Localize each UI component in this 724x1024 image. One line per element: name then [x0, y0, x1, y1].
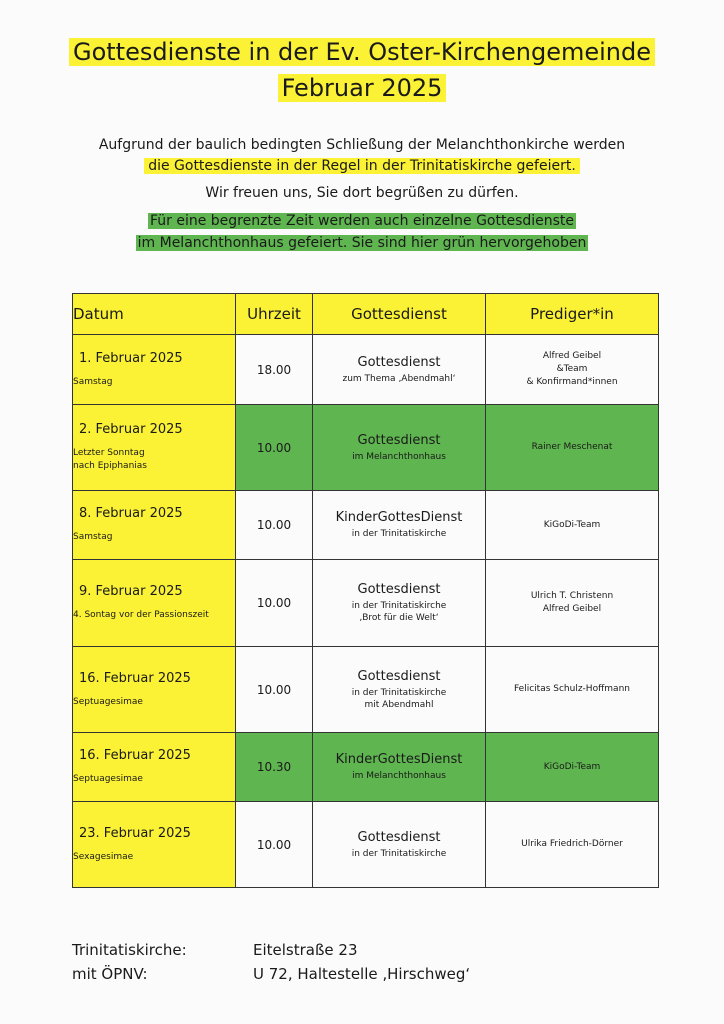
service-detail: im Melanchthonhaus	[352, 451, 446, 462]
service-detail: im Melanchthonhaus	[352, 771, 446, 781]
preacher-name: Felicitas Schulz-Hoffmann	[514, 684, 630, 694]
table-row	[73, 802, 659, 888]
cell-preacher	[486, 491, 659, 560]
intro-line-5: im Melanchthonhaus gefeiert. Sie sind hier grün hervorgehoben	[137, 235, 587, 251]
date-text: 23. Februar 2025	[79, 825, 191, 841]
preacher-name: Ulrich T. Christenn	[530, 591, 614, 601]
date-occasion: Septuagesimae	[73, 774, 143, 784]
intro-line-1: Aufgrund der baulich bedingten Schließung der Melanchthonkirche werden	[98, 137, 626, 153]
date-text: 16. Februar 2025	[79, 748, 191, 763]
preacher-name: Rainer Meschenat	[531, 442, 613, 452]
cell-date	[73, 335, 236, 405]
preacher-name: & Konfirmand*innen	[526, 377, 618, 387]
preacher-name: Alfred Geibel	[542, 351, 602, 361]
service-name: Gottesdienst	[357, 354, 441, 370]
footer-church-label: Trinitatiskirche:	[72, 941, 187, 959]
cell-preacher	[486, 560, 659, 647]
preacher-name: KiGoDi-Team	[543, 519, 601, 530]
cell-preacher	[486, 405, 659, 491]
cell-service	[313, 560, 486, 647]
date-text: 2. Februar 2025	[79, 422, 183, 437]
cell-date	[73, 647, 236, 733]
service-name: KinderGottesDienst	[335, 510, 463, 525]
date-text: 16. Februar 2025	[79, 670, 191, 686]
table-row	[73, 560, 659, 647]
header-date: Datum	[73, 294, 236, 335]
header-service: Gottesdienst	[313, 294, 486, 335]
date-occasion: Samstag	[73, 376, 113, 387]
footer-transit-label: mit ÖPNV:	[72, 965, 148, 983]
cell-service	[313, 647, 486, 733]
preacher-name: Alfred Geibel	[542, 604, 602, 614]
date-occasion: Samstag	[73, 532, 113, 542]
cell-time: 18.00	[236, 335, 313, 405]
service-name: Gottesdienst	[357, 582, 441, 597]
page-title: Gottesdienste in der Ev. Oster-Kirchengemeinde	[0, 36, 724, 68]
cell-date	[73, 560, 236, 647]
table-row	[73, 491, 659, 560]
footer-transit-info: U 72, Haltestelle ‚Hirschweg‘	[253, 965, 471, 983]
cell-service	[313, 335, 486, 405]
cell-service	[313, 733, 486, 802]
cell-time: 10.00	[236, 647, 313, 733]
cell-preacher	[486, 647, 659, 733]
cell-time: 10.00	[236, 405, 313, 491]
cell-preacher	[486, 335, 659, 405]
table-row	[73, 405, 659, 491]
table-header-row	[73, 294, 659, 335]
service-name: Gottesdienst	[357, 432, 441, 448]
page-subtitle-month: Februar 2025	[0, 72, 724, 104]
cell-time: 10.00	[236, 802, 313, 888]
date-text: 1. Februar 2025	[79, 350, 183, 366]
service-name: Gottesdienst	[357, 829, 441, 845]
cell-time: 10.00	[236, 491, 313, 560]
cell-time: 10.30	[236, 733, 313, 802]
service-detail: in der Trinitatiskirche	[351, 529, 447, 539]
cell-date	[73, 733, 236, 802]
service-detail: zum Thema ‚Abendmahl‘	[342, 373, 456, 384]
table-row	[73, 733, 659, 802]
preacher-name: Ulrika Friedrich-Dörner	[521, 839, 623, 849]
service-detail: in der Trinitatiskirche	[351, 601, 447, 611]
service-detail: mit Abendmahl	[364, 699, 434, 710]
service-detail: in der Trinitatiskirche	[351, 687, 447, 698]
date-occasion: Letzter Sonntag	[73, 448, 145, 458]
intro-line-2: die Gottesdienste in der Regel in der Trinitatiskirche gefeiert.	[0, 157, 724, 175]
cell-service	[313, 491, 486, 560]
date-occasion: Sexagesimae	[73, 851, 134, 862]
date-occasion: nach Epiphanias	[73, 461, 147, 471]
cell-date	[73, 491, 236, 560]
cell-preacher	[486, 733, 659, 802]
cell-date	[73, 405, 236, 491]
date-text: 8. Februar 2025	[79, 506, 183, 521]
table-row	[73, 647, 659, 733]
header-preacher: Prediger*in	[486, 294, 659, 335]
service-name: KinderGottesDienst	[335, 752, 463, 767]
cell-service	[313, 802, 486, 888]
intro-line-4: Für eine begrenzte Zeit werden auch einzelne Gottesdienste	[149, 213, 575, 229]
intro-line-3: Wir freuen uns, Sie dort begrüßen zu dürfen.	[205, 185, 519, 201]
schedule-table	[72, 293, 659, 888]
date-text: 9. Februar 2025	[79, 584, 183, 599]
cell-service	[313, 405, 486, 491]
service-detail: in der Trinitatiskirche	[351, 848, 447, 859]
preacher-name: KiGoDi-Team	[543, 761, 601, 772]
header-time: Uhrzeit	[236, 294, 313, 335]
date-occasion: 4. Sontag vor der Passionszeit	[73, 610, 209, 620]
date-occasion: Septuagesimae	[73, 696, 143, 707]
footer-address: Eitelstraße 23	[253, 941, 358, 959]
service-name: Gottesdienst	[357, 668, 441, 684]
preacher-name: &Team	[556, 364, 588, 374]
table-row	[73, 335, 659, 405]
cell-time: 10.00	[236, 560, 313, 647]
cell-preacher	[486, 802, 659, 888]
cell-date	[73, 802, 236, 888]
service-detail: ‚Brot für die Welt‘	[359, 613, 439, 623]
